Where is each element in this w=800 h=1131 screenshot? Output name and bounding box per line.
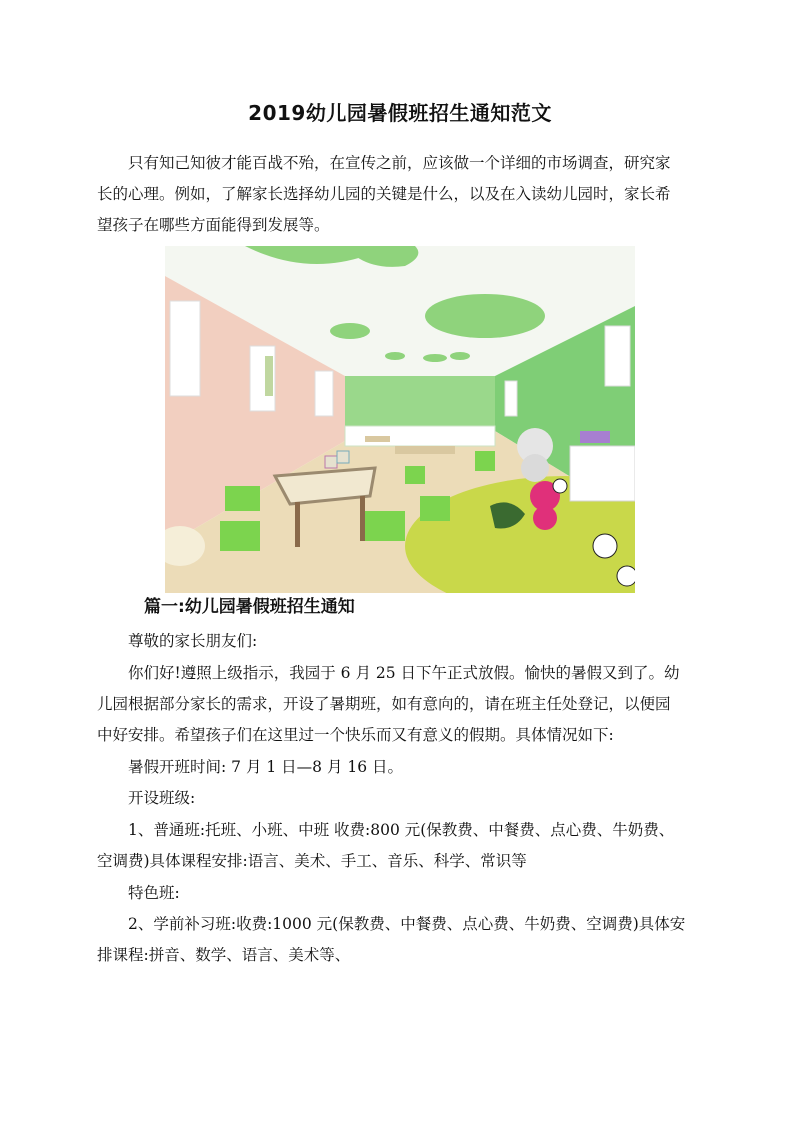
section-heading: 篇一:幼儿园暑假班招生通知	[144, 597, 355, 617]
intro-line-2: 长的心理。例如，了解家长选择幼儿园的关键是什么，以及在入读幼儿园时，家长希	[97, 185, 671, 203]
document-title: 2019幼儿园暑假班招生通知范文	[248, 101, 552, 125]
body-line-3: 中好安排。希望孩子们在这里过一个快乐而又有意义的假期。具体情况如下:	[97, 726, 614, 744]
classroom-photo	[165, 246, 635, 593]
body-line-1: 你们好!遵照上级指示，我园于 6 月 25 日下午正式放假。愉快的暑假又到了。幼	[128, 664, 680, 682]
intro-line-1: 只有知己知彼才能百战不殆，在宣传之前，应该做一个详细的市场调查，研究家	[128, 154, 671, 172]
item2-line-2: 排课程:拼音、数学、语言、美术等、	[97, 946, 351, 964]
special-label: 特色班:	[128, 884, 180, 902]
schedule-line: 暑假开班时间: 7 月 1 日—8 月 16 日。	[128, 758, 404, 776]
item2-line-1: 2、学前补习班:收费:1000 元(保教费、中餐费、点心费、牛奶费、空调费)具体安	[128, 915, 686, 933]
intro-line-3: 望孩子在哪些方面能得到发展等。	[97, 216, 330, 234]
classes-label: 开设班级:	[128, 789, 196, 807]
greeting: 尊敬的家长朋友们:	[128, 632, 258, 650]
item1-line-1: 1、普通班:托班、小班、中班 收费:800 元(保教费、中餐费、点心费、牛奶费、	[128, 821, 675, 839]
item1-line-2: 空调费)具体课程安排:语言、美术、手工、音乐、科学、常识等	[97, 852, 527, 870]
body-line-2: 儿园根据部分家长的需求，开设了暑期班，如有意向的，请在班主任处登记，以便园	[97, 695, 671, 713]
